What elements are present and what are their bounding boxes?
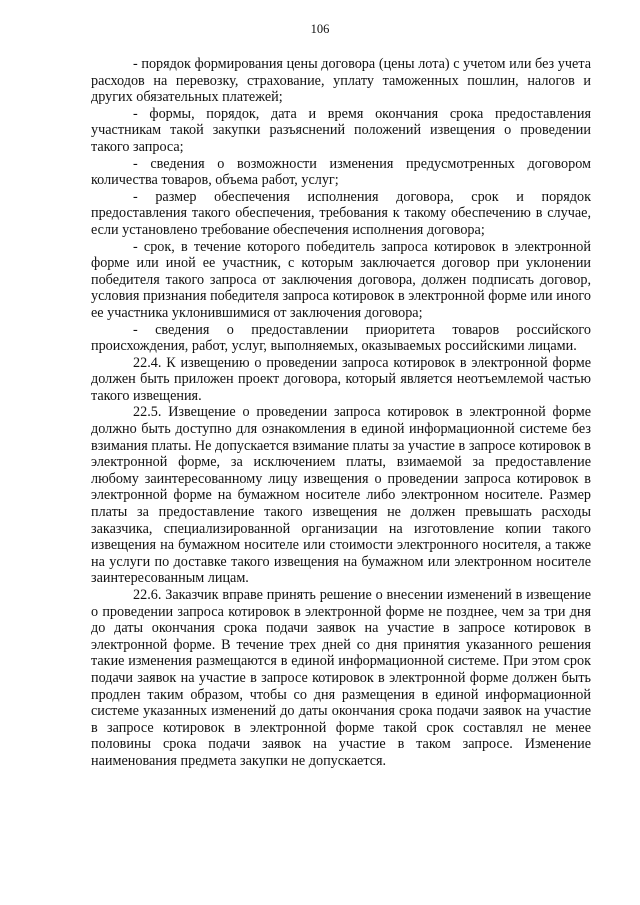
paragraph-russian-priority: - сведения о предоставлении приоритета товаров российского происхождения, работ, услуг, выполняемых, оказываемых российскими лицами. xyxy=(91,321,591,355)
paragraph-quantity-changes: - сведения о возможности изменения предусмотренных договором количества товаров, объема работ, услуг; xyxy=(91,155,591,189)
paragraph-clarifications: - формы, порядок, дата и время окончания срока предоставления участникам такой закупки разъяснений положений извещения о проведении такого запроса; xyxy=(91,105,591,155)
page-number: 106 xyxy=(310,22,330,36)
paragraph-22-4: 22.4. К извещению о проведении запроса котировок в электронной форме должен быть приложен проект договора, который является неотъемлемой частью такого извещения. xyxy=(91,354,591,404)
paragraph-contract-security: - размер обеспечения исполнения договора, срок и порядок предоставления такого обеспечения, требования к такому обеспечению в случае, если установлено требование обеспечения исполнения договора; xyxy=(91,188,591,238)
document-body xyxy=(91,56,591,770)
paragraph-price-formation: - порядок формирования цены договора (цены лота) с учетом или без учета расходов на перевозку, страхование, уплату таможенных пошлин, налогов и других обязательных платежей; xyxy=(91,56,591,106)
paragraph-signing-deadline: - срок, в течение которого победитель запроса котировок в электронной форме или иной ее участник, с которым заключается договор при уклонении победителя такого запроса от заключения договора, должен подписать договор, условия признания победителя запроса котировок в электронной форме или иного ее участника уклонившимися от заключения договора; xyxy=(91,238,591,321)
paragraph-22-6: 22.6. Заказчик вправе принять решение о внесении изменений в извещение о проведении запроса котировок в электронной форме не позднее, чем за три дня до даты окончания срока подачи заявок на участие в запросе котировок в электронной форме. В течение трех дней со дня принятия указанного решения такие изменения размещаются в единой информационной системе. При этом срок подачи заявок на участие в запросе котировок в электронной форме должен быть продлен таким образом, чтобы со дня размещения в единой информационной системе указанных изменений до даты окончания срока подачи заявок на участие в запросе котировок в электронной форме такой срок составлял не менее половины срока подачи заявок на участие в таком запросе. Изменение наименования предмета закупки не допускается. xyxy=(91,587,591,769)
paragraph-22-5: 22.5. Извещение о проведении запроса котировок в электронной форме должно быть доступно для ознакомления в единой информационной системе без взимания платы. Не допускается взимание платы за участие в запросе котировок в электронной форме, за исключением платы, взимаемой за предоставление любому заинтересованному лицу извещения о проведении запроса котировок в электронной форме на бумажном носителе либо электронном носителе. Размер платы за предоставление такого извещения не должен превышать расходы заказчика, специализированной организации на изготовление копии такого извещения на бумажном носителе или стоимости электронного носителя, а также на услуги по доставке такого извещения на бумажном или электронном носителе заинтересованным лицам. xyxy=(91,404,591,587)
